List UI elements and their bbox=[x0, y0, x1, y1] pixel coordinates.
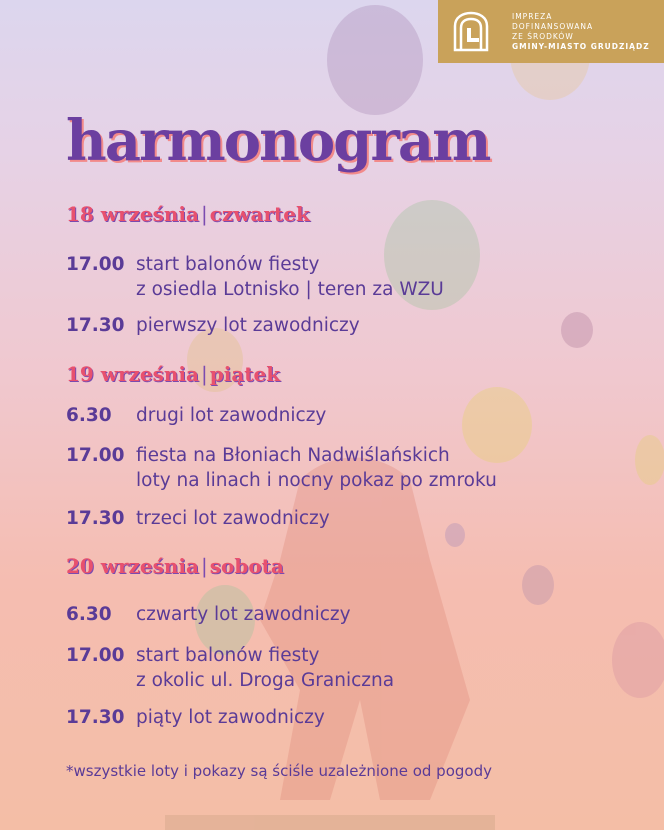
event-row bbox=[66, 506, 330, 531]
event-line: start balonów fiesty bbox=[136, 254, 320, 275]
event-line: z osiedla Lotnisko | teren za WZU bbox=[136, 279, 444, 300]
day-weekday: czwartek bbox=[209, 202, 310, 226]
event-time: 17.00 bbox=[66, 254, 125, 275]
event-desc bbox=[136, 252, 444, 302]
event-line: trzeci lot zawodniczy bbox=[136, 508, 330, 529]
event-row bbox=[66, 643, 394, 693]
balloon bbox=[327, 5, 423, 115]
balloon bbox=[635, 435, 664, 485]
event-desc bbox=[136, 313, 360, 338]
balloon bbox=[445, 523, 465, 547]
event-desc bbox=[136, 403, 326, 428]
sponsor-text bbox=[504, 12, 650, 52]
event-row bbox=[66, 443, 497, 493]
separator: | bbox=[201, 362, 208, 386]
event-line: pierwszy lot zawodniczy bbox=[136, 315, 360, 336]
pedestal bbox=[165, 815, 495, 830]
sponsor-line-bold: GMINY-MIASTO GRUDZIĄDZ bbox=[512, 41, 650, 51]
event-desc bbox=[136, 705, 325, 730]
sponsor-line: IMPREZA bbox=[512, 11, 553, 21]
balloon bbox=[612, 622, 664, 698]
event-desc bbox=[136, 443, 497, 493]
event-line: z okolic ul. Droga Graniczna bbox=[136, 670, 395, 691]
event-time: 17.00 bbox=[66, 445, 125, 466]
weather-disclaimer: *wszystkie loty i pokazy są ściśle uzależnione od pogody bbox=[66, 762, 492, 780]
event-row bbox=[66, 602, 351, 627]
event-row bbox=[66, 313, 360, 338]
event-row bbox=[66, 705, 325, 730]
day-heading-2 bbox=[66, 362, 280, 386]
sponsor-line: ZE ŚRODKÓW bbox=[512, 31, 574, 41]
separator: | bbox=[201, 202, 208, 226]
page-title: harmonogram bbox=[66, 108, 490, 174]
event-row bbox=[66, 403, 326, 428]
separator: | bbox=[201, 554, 208, 578]
balloon bbox=[522, 565, 554, 605]
event-line: piąty lot zawodniczy bbox=[136, 707, 325, 728]
day-weekday: sobota bbox=[209, 554, 284, 578]
sponsor-badge bbox=[438, 0, 664, 63]
event-time: 17.30 bbox=[66, 707, 125, 728]
event-time: 6.30 bbox=[66, 405, 112, 426]
event-time: 17.30 bbox=[66, 508, 125, 529]
event-line: start balonów fiesty bbox=[136, 645, 320, 666]
event-line: czwarty lot zawodniczy bbox=[136, 604, 351, 625]
event-line: drugi lot zawodniczy bbox=[136, 405, 327, 426]
day-weekday: piątek bbox=[209, 362, 281, 386]
event-time: 17.30 bbox=[66, 315, 125, 336]
event-line: fiesta na Błoniach Nadwiślańskich bbox=[136, 445, 450, 466]
day-date: 20 września bbox=[66, 554, 199, 578]
day-date: 19 września bbox=[66, 362, 199, 386]
event-desc bbox=[136, 643, 394, 693]
day-date: 18 września bbox=[66, 202, 199, 226]
building-arch-icon bbox=[438, 0, 504, 63]
event-time: 6.30 bbox=[66, 604, 112, 625]
event-line: loty na linach i nocny pokaz po zmroku bbox=[136, 470, 497, 491]
day-heading-1 bbox=[66, 202, 310, 226]
event-row bbox=[66, 252, 444, 302]
sponsor-line: DOFINANSOWANA bbox=[512, 21, 594, 31]
event-time: 17.00 bbox=[66, 645, 125, 666]
balloon bbox=[561, 312, 593, 348]
event-desc bbox=[136, 602, 351, 627]
day-heading-3 bbox=[66, 554, 284, 578]
event-desc bbox=[136, 506, 330, 531]
